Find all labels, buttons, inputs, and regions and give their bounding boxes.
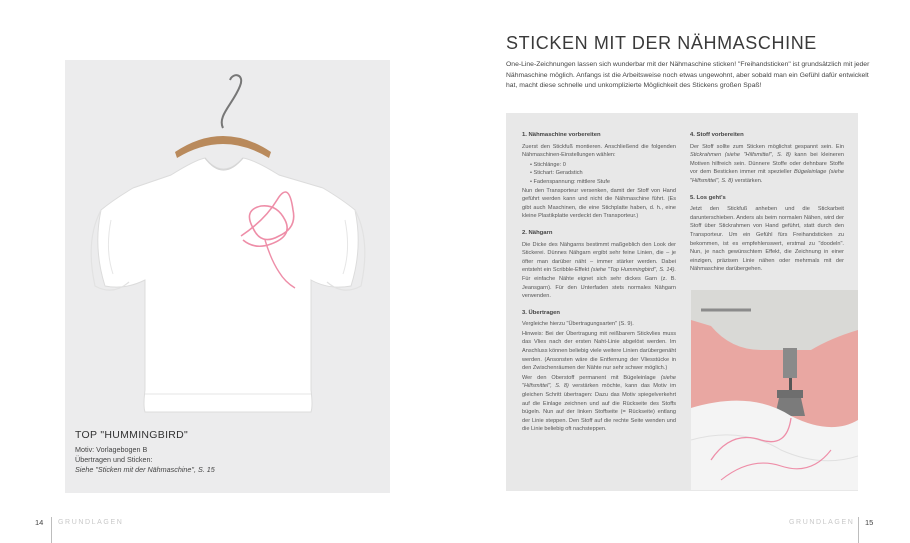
section-5-text: Jetzt den Stickfuß anheben und die Stickarbeit darunterschieben. Anders als beim normalen Nähen, wird der Stoff über Stickrahmen von Hand geführt, statt durch den Transporteur. Um ein Gefühl fürs Freihandsticken zu bekommen, ist es empfehlenswert, erstmal zu "doodeln". Nun, je nach gewünschtem Effekt, die Zeichnung in einer einzigen, präzisen Linie nähen oder mehrmals mit der Nähmaschine darübergehen.: [690, 206, 844, 273]
section-4-text: Der Stoff sollte zum Sticken möglichst gespannt sein. Ein Stickrahmen (siehe "Hilfsmittel", S. 8) kann bei kleineren Motiven hilfreich sein. Dünnere Stoffe oder dehnbare Stoffe vor dem Besticken immer mit spezieller Bügeleinlage (siehe "Hilfsmittel", S. 8) verstärken.: [690, 143, 845, 184]
section-title-2: 2. Nähgarn: [522, 229, 553, 236]
section-1-text-2: Nun den Transporteur versenken, damit der Stoff von Hand geführt werden kann und nicht die Nähmaschine führt. (Es gibt auch Maschinen, die eine Stichplatte haben, d. h., eine kleine Plastikplatte verdeckt den Transporteur.): [522, 187, 676, 220]
section-2-text: Die Dicke des Nähgarns bestimmt maßgeblich den Look der Stickerei. Dünnes Nähgarn ergibt sehr feine Linien, die – je öfter man darüber näht – immer stärker werden. Dabei entsteht ein Scribble-Effekt (siehe "Top Hummingbird", S. 14). Für einfache Nähte eignet sich sehr dickes Garn (z. B. Jeansgarn). Für den Unterfaden stets normales Nähgarn verwenden.: [522, 241, 677, 300]
section-title-4: 4. Stoff vorbereiten: [690, 132, 744, 138]
intro-paragraph: One-Line-Zeichnungen lassen sich wunderbar mit der Nähmaschine sticken! "Freihandsticken" ist grundsätzlich mit jeder Nähmaschine möglich. Anfangs ist die Arbeitsweise noch etwas ungewohnt, aber sobald man ein Gefühl dafür entwickelt hat, macht diese schnelle und unkomplizierte Möglichkeit des Stickens großen Spaß!: [506, 61, 870, 89]
instructions-column-left: [522, 131, 676, 442]
sewing-machine-photo: [691, 290, 858, 490]
folio-divider-right: [858, 517, 859, 543]
section-3-text-2: Wer den Oberstoff permanent mit Bügeleinlage (siehe "Hilfsmittel", S. 8) verstärken möchte, kann das Motiv im gleichen Schritt übertragen: Dazu das Motiv spiegelverkehrt auf die Einlage zeichnen und auf die Rückseite des Stoffs bügeln. Nun auf der linken Stoffseite (= Rückseite) entlang der Linie steppen. Den Stoff auf die rechte Seite wenden und die Linie beliebig oft nachsteppen.: [522, 374, 677, 433]
list-item: • Fadenspannung: mittlere Stufe: [530, 178, 676, 187]
caption-transfer: Übertragen und Sticken:: [75, 455, 153, 464]
caption-motif: Motiv: Vorlagebogen B: [75, 445, 148, 454]
running-head-left: GRUNDLAGEN: [58, 519, 124, 526]
folio-divider-left: [51, 517, 52, 543]
product-caption: [75, 430, 315, 475]
page-number-right: 15: [865, 518, 874, 527]
list-item: • Stichart: Geradstich: [530, 169, 676, 178]
page-number-left: 14: [35, 518, 44, 527]
sewing-machine-illustration: [691, 290, 858, 490]
section-title-3: 3. Übertragen: [522, 309, 560, 316]
section-3-note: Hinweis: Bei der Übertragung mit reißbarem Stickvlies muss das Vlies nach der ersten Naht-Linie abgelöst werden. Im Anschluss können beliebig viele weitere Linien darübergenäht werden. (Ansonsten wäre die Entfernung der Vliesstücke in den Zwischenräumen der Nähte nur sehr schwer möglich.): [522, 330, 676, 372]
section-title-1: 1. Nähmaschine vorbereiten: [522, 132, 601, 138]
section-title-5: 5. Los geht's: [690, 194, 726, 201]
list-item: • Stichlänge: 0: [530, 161, 676, 170]
page-title: STICKEN MIT DER NÄHMASCHINE: [506, 33, 817, 53]
running-head-right: GRUNDLAGEN: [789, 519, 855, 526]
caption-title: TOP "HUMMINGBIRD": [75, 429, 189, 441]
section-1-text: Zuerst den Stickfuß montieren. Anschließend die folgenden Nähmaschinen-Einstellungen wählen:: [522, 143, 676, 159]
settings-list: [530, 161, 676, 187]
instructions-column-right: [690, 131, 844, 282]
caption-reference: Siehe "Sticken mit der Nähmaschine", S. 15: [75, 465, 215, 474]
section-3-text: Vergleiche hierzu "Übertragungsarten" (S. 9).: [522, 321, 634, 328]
